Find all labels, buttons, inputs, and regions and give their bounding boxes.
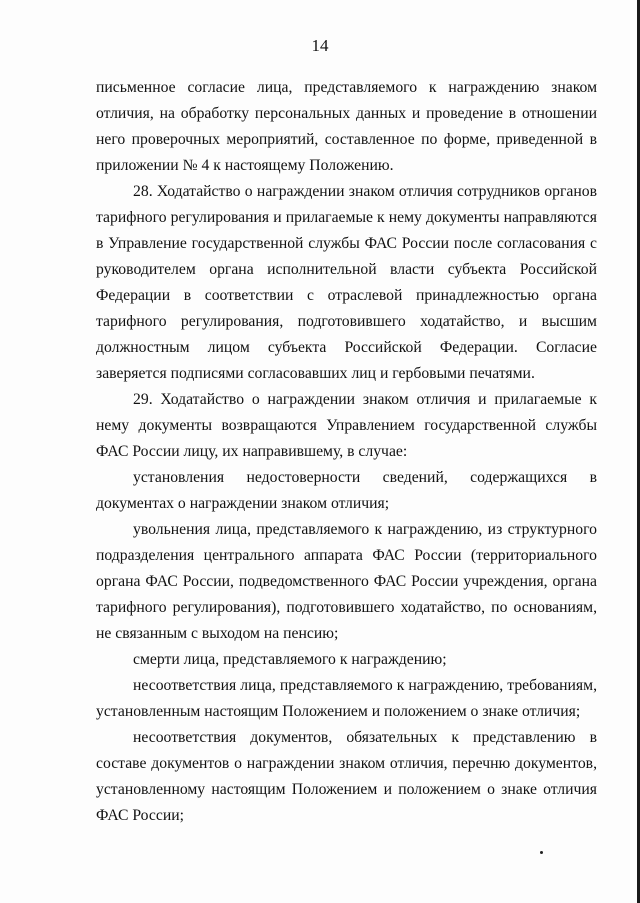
page-number: 14 <box>311 36 329 55</box>
paragraph-29-case-death: смерти лица, представляемого к награждению; <box>133 651 447 668</box>
paragraph-28: 28. Ходатайство о награждении знаком отличия сотрудников органов тарифного регулирования и прилагаемые к нему документы направляются в Управление государственной службы ФАС России после согласования с руководителем органа исполнительной власти субъекта Российской Федерации в соответствии с отраслевой принадлежностью органа тарифного регулирования, подготовившего ходатайство, и высшим должностным лицом субъекта Российской Федерации. Согласие заверяется подписями согласовавших лиц и гербовыми печатями. <box>96 183 597 382</box>
paragraph-consent-continuation: письменное согласие лица, представляемого к награждению знаком отличия, на обработку персональных данных и проведение в отношении него проверочных мероприятий, составленное по форме, приведенной в приложении № 4 к настоящему Положению. <box>96 79 597 174</box>
scan-speck <box>540 851 543 854</box>
paragraph-29-case-person-noncompliance: несоответствия лица, представляемого к награждению, требованиям, установленным настоящим Положением и положением о знаке отличия; <box>96 677 597 720</box>
document-body <box>96 75 597 829</box>
paragraph-29: 29. Ходатайство о награждении знаком отличия и прилагаемые к нему документы возвращаются Управлением государственной службы ФАС России лицу, их направившему, в случае: <box>96 391 597 460</box>
paragraph-29-case-documents-noncompliance: несоответствия документов, обязательных к представлению в составе документов о награждении знаком отличия, перечню документов, установленному настоящим Положением и положением о знаке отличия ФАС России; <box>96 729 597 824</box>
paragraph-29-case-unreliable-info: установления недостоверности сведений, содержащихся в документах о награждении знаком отличия; <box>96 469 597 512</box>
paragraph-29-case-dismissal: увольнения лица, представляемого к награждению, из структурного подразделения центрального аппарата ФАС России (территориального органа ФАС России, подведомственного ФАС России учреждения, органа тарифного регулирования), подготовившего ходатайство, по основаниям, не связанным с выходом на пенсию; <box>96 521 597 642</box>
